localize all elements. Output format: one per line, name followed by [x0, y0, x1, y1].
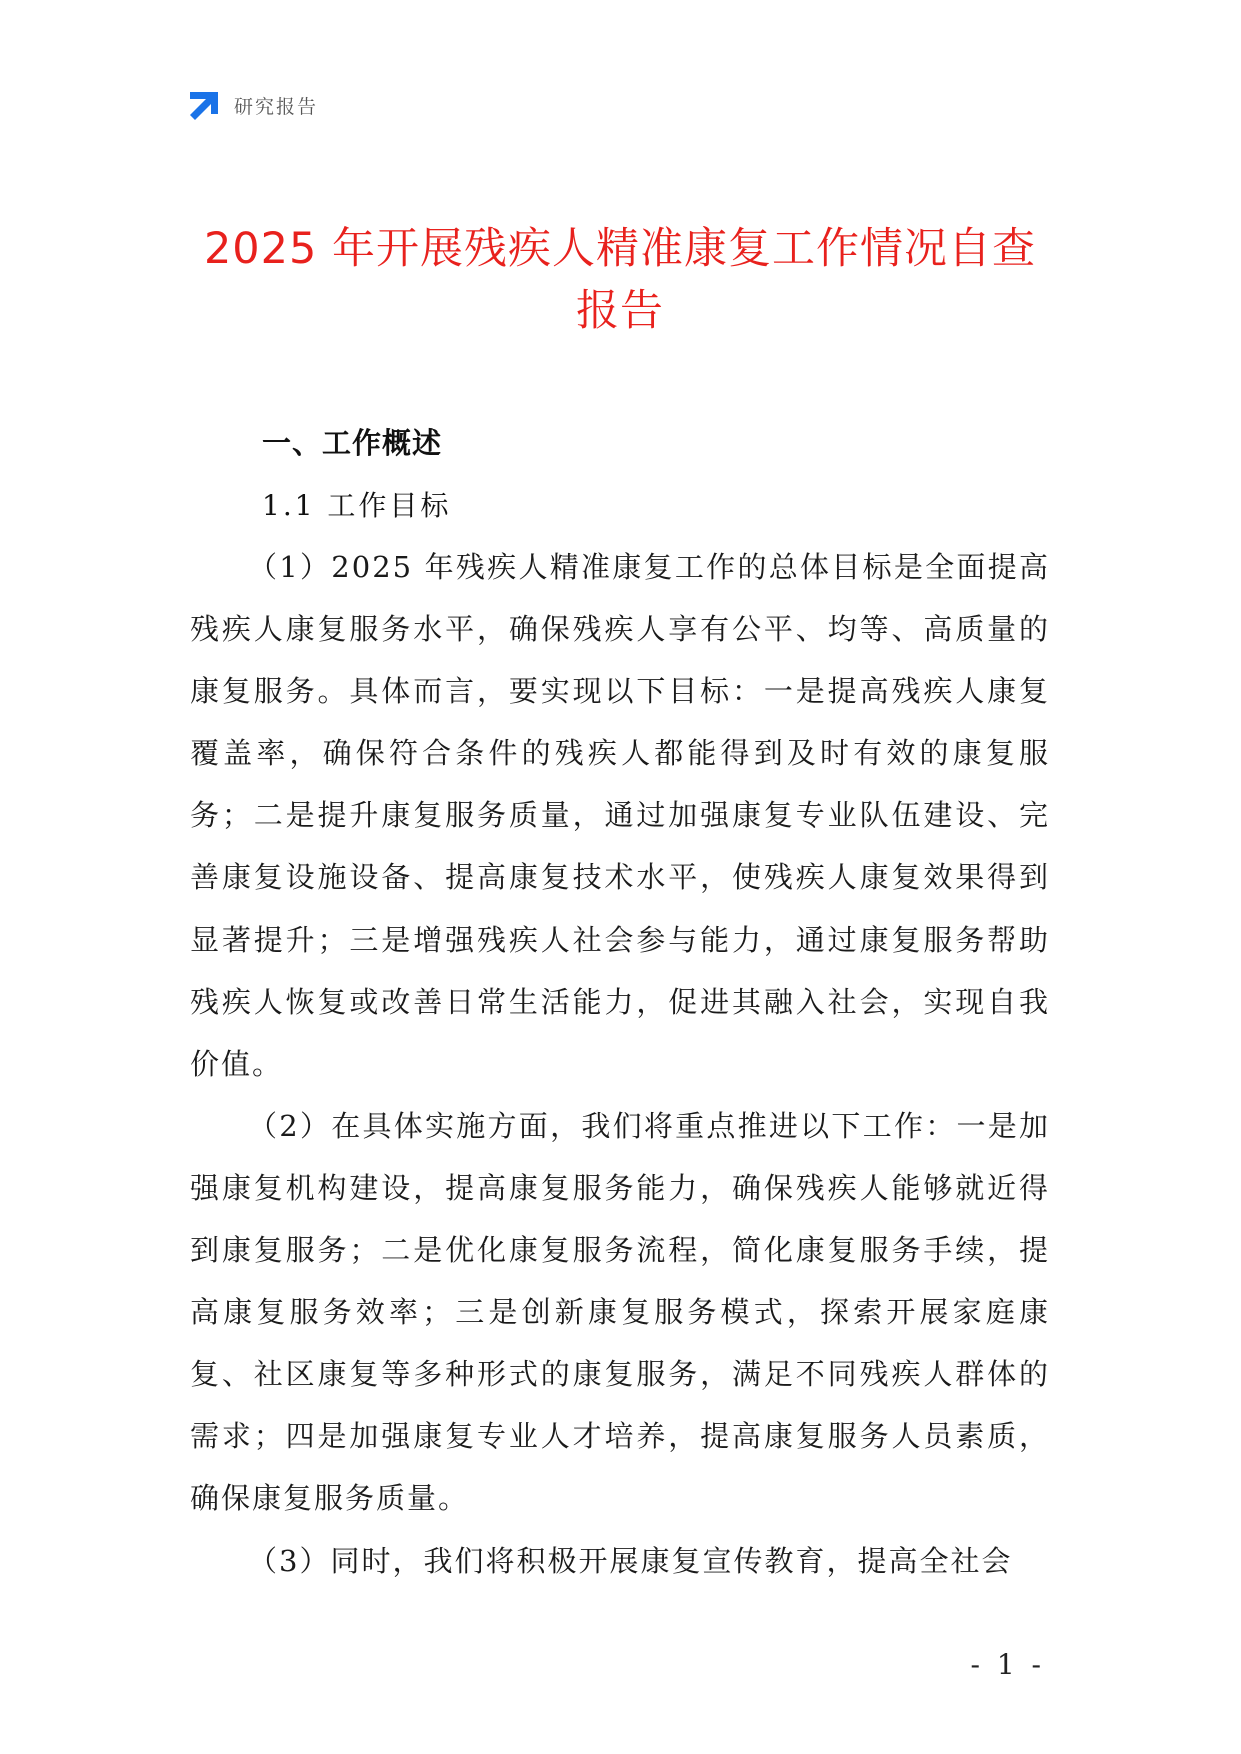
- report-header: [188, 88, 318, 122]
- paragraph-1: （1）2025 年残疾人精准康复工作的总体目标是全面提高残疾人康复服务水平，确保残疾人享有公平、均等、高质量的康复服务。具体而言，要实现以下目标：一是提高残疾人康复覆盖率，确保符合条件的残疾人都能得到及时有效的康复服务；二是提升康复服务质量，通过加强康复专业队伍建设、完善康复设施设备、提高康复技术水平，使残疾人康复效果得到显著提升；三是增强残疾人社会参与能力，通过康复服务帮助残疾人恢复或改善日常生活能力，促进其融入社会，实现自我价值。: [190, 550, 1050, 1081]
- paragraph-3: （3）同时，我们将积极开展康复宣传教育，提高全社会: [248, 1543, 1013, 1578]
- document-title: 2025 年开展残疾人精准康复工作情况自查报告: [203, 224, 1037, 336]
- paragraph-2: （2）在具体实施方面，我们将重点推进以下工作：一是加强康复机构建设，提高康复服务能力，确保残疾人能够就近得到康复服务；二是优化康复服务流程，简化康复服务手续，提高康复服务效率；三是创新康复服务模式，探索开展家庭康复、社区康复等多种形式的康复服务，满足不同残疾人群体的需求；四是加强康复专业人才培养，提高康复服务人员素质，确保康复服务质量。: [190, 1108, 1050, 1516]
- section-heading: 一、工作概述: [262, 426, 443, 460]
- arrow-up-right-icon: [188, 88, 222, 122]
- header-label: 研究报告: [234, 95, 319, 118]
- page-number: - 1 -: [970, 1648, 1045, 1681]
- body-text: [190, 536, 1050, 1592]
- section-subheading: 1.1 工作目标: [262, 489, 452, 522]
